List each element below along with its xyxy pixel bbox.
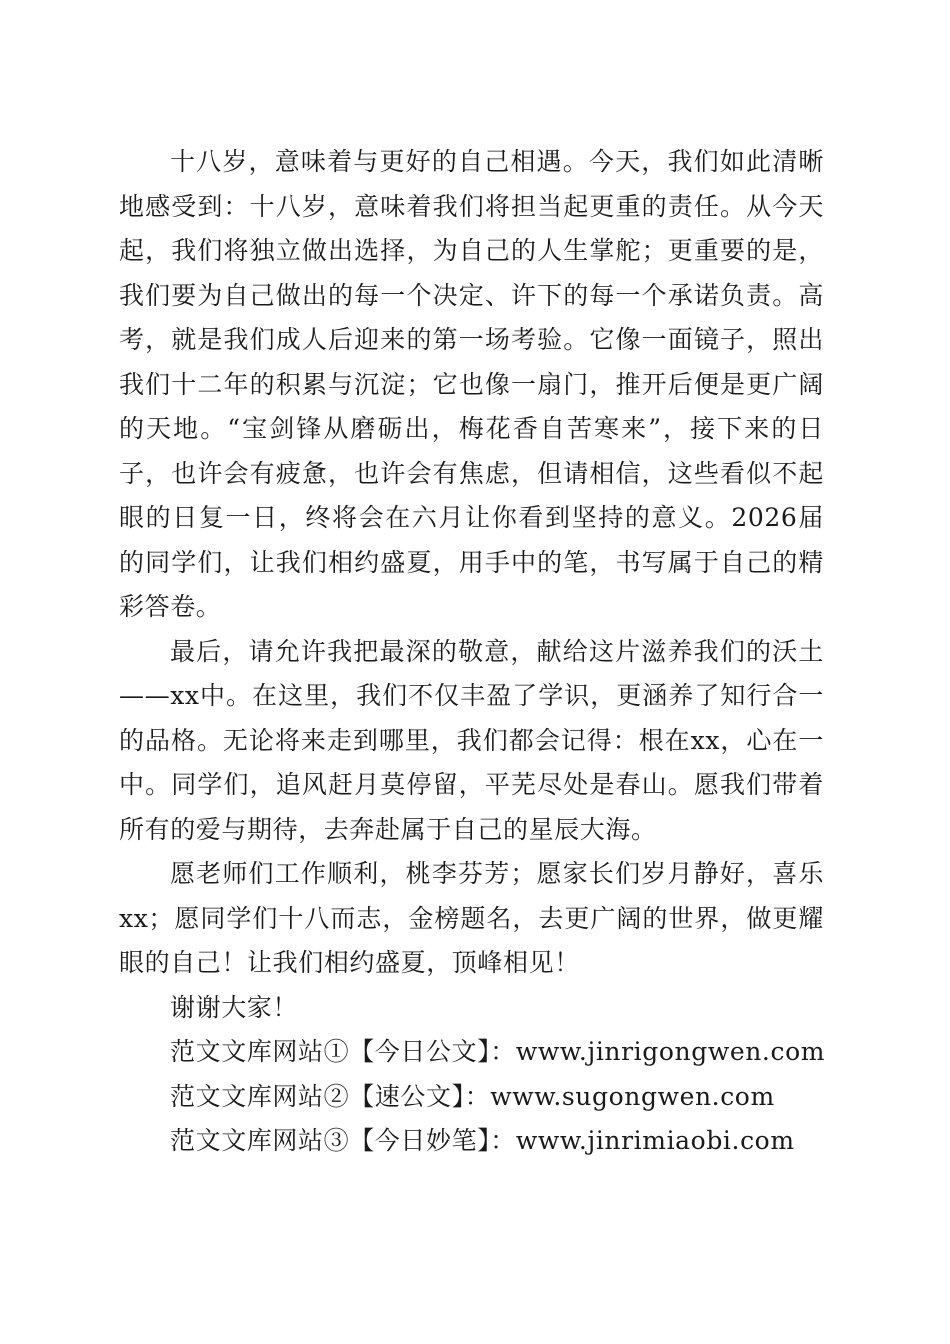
site-link-1: 范文文库网站①【今日公文】：www.jinrigongwen.com [170, 1037, 826, 1066]
closing-thanks: 谢谢大家！ [170, 992, 299, 1022]
site-link-2: 范文文库网站②【速公文】：www.sugongwen.com [170, 1081, 775, 1111]
paragraph-tribute-to-school: 最后，请允许我把最深的敬意，献给这片滋养我们的沃土——xx中。在这里，我们不仅丰盈了学识，更涵养了知行合一的品格。无论将来走到哪里，我们都会记得：根在xx，心在一中。同学们，追风赶月莫停留，平芜尽处是春山。愿我们带着所有的爱与期待，去奔赴属于自己的星辰大海。 [119, 636, 824, 844]
document-body [119, 140, 824, 1164]
paragraph-coming-of-age: 十八岁，意味着与更好的自己相遇。今天，我们如此清晰地感受到：十八岁，意味着我们将担当起更重的责任。从今天起，我们将独立做出选择，为自己的人生掌舵；更重要的是，我们要为自己做出的每一个决定、许下的每一个承诺负责。高考，就是我们成人后迎来的第一场考验。它像一面镜子，照出我们十二年的积累与沉淀；它也像一扇门，推开后便是更广阔的天地。“宝剑锋从磨砺出，梅花香自苦寒来”，接下来的日子，也许会有疲惫，也许会有焦虑，但请相信，这些看似不起眼的日复一日，终将会在六月让你看到坚持的意义。2026届的同学们，让我们相约盛夏，用手中的笔，书写属于自己的精彩答卷。 [119, 147, 824, 621]
paragraph-wishes: 愿老师们工作顺利，桃李芬芳；愿家长们岁月静好，喜乐xx；愿同学们十八而志，金榜题名，去更广阔的世界，做更耀眼的自己！让我们相约盛夏，顶峰相见！ [119, 859, 824, 977]
site-link-3: 范文文库网站③【今日妙笔】：www.jinrimiaobi.com [170, 1126, 795, 1155]
